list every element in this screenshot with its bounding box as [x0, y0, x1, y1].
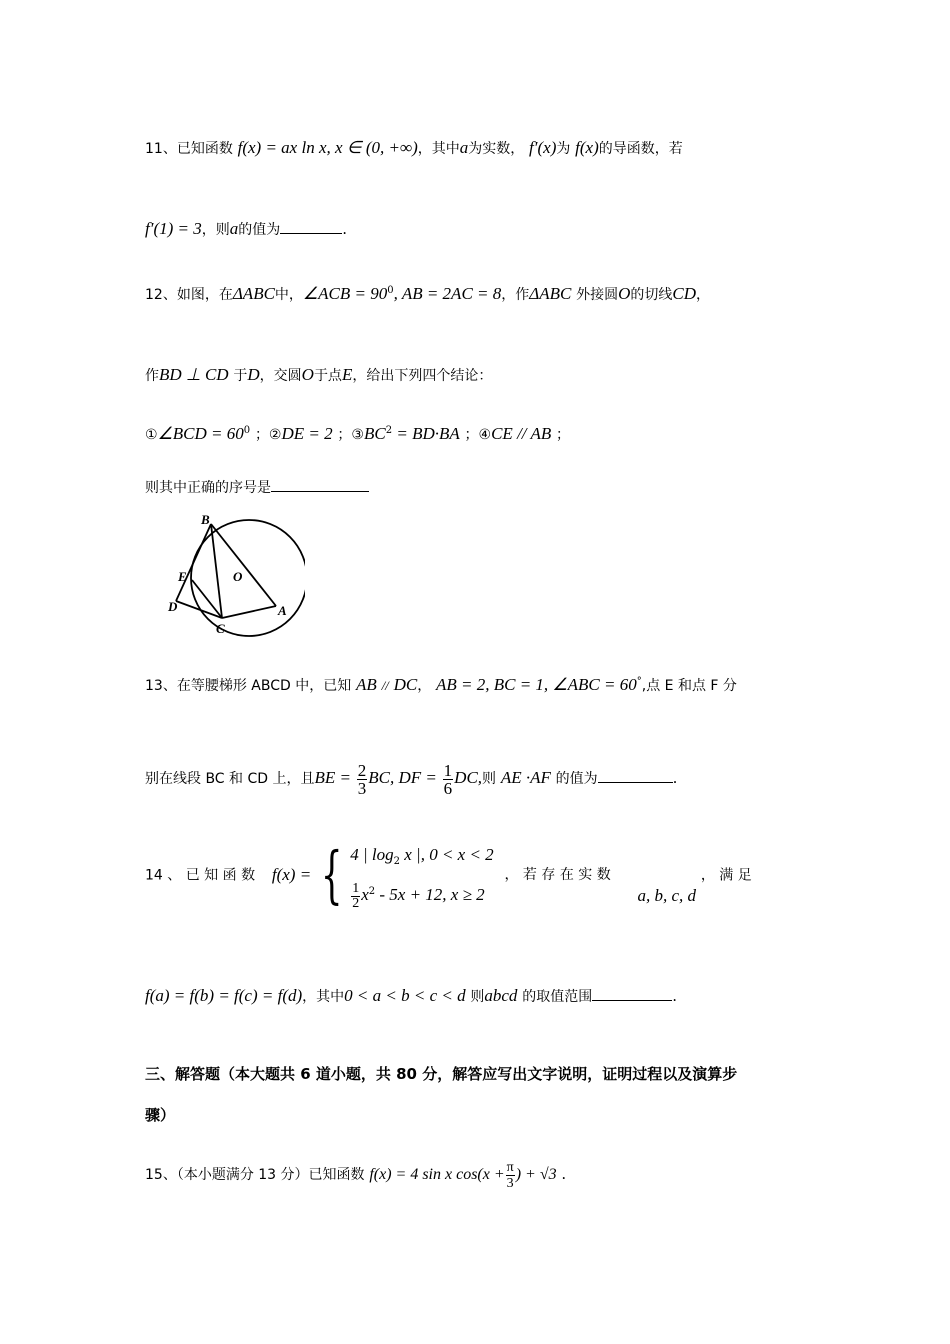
segment-CA — [222, 606, 276, 618]
q14-text: 的取值范围 — [522, 989, 593, 1005]
q12-c3b: = BD·BA — [392, 424, 460, 443]
q14-piece2b: - 5x + 12, x ≥ 2 — [375, 885, 485, 904]
q11-var-a: a — [459, 138, 469, 157]
q12-text: ； — [556, 427, 571, 443]
q12-answer-blank[interactable] — [271, 477, 369, 492]
q12-point-D: D — [247, 365, 260, 384]
q12-condition: ∠ACB = 90 — [302, 284, 388, 303]
q12-c2-label: ；② — [254, 427, 282, 443]
q11-text: ，则 — [201, 222, 230, 238]
q14-text: ，其中 — [302, 989, 345, 1005]
section3-heading: 三、解答题（本大题共 6 道小题，共 80 分，解答应写出文字说明，证明过程以及演算步 — [145, 1065, 738, 1083]
label-B: B — [201, 512, 210, 527]
label-O: O — [233, 569, 243, 584]
q12-text: ，作 — [501, 287, 530, 303]
q15-function-end: ) + √3 — [515, 1166, 557, 1183]
q14-piece2-exp: 2 — [368, 886, 376, 897]
q12-c3-label: ；③ — [337, 427, 364, 443]
q14-fx: f(x) = — [271, 865, 312, 885]
q14-piece1: 4 | log — [350, 845, 394, 864]
q11-var-a: a — [229, 219, 239, 238]
q12-ask: 则其中正确的序号是 — [145, 480, 271, 496]
q12-conclusions — [145, 420, 570, 446]
q13-dot-product: AE ·AF — [500, 768, 551, 787]
q12-condition2: , AB = 2AC = 8 — [393, 284, 502, 303]
q13-answer-blank[interactable] — [598, 768, 673, 783]
q14-equation: f(a) = f(b) = f(c) = f(d) — [145, 986, 303, 1005]
q14-piece2: x — [361, 885, 369, 904]
q12-circle-O: O — [618, 284, 631, 303]
q12-text: 的切线 — [630, 287, 673, 303]
q11-condition: f′(1) = 3 — [145, 219, 202, 238]
q12-line2 — [145, 364, 492, 387]
q15-number-text: 15、（本小题满分 13 分）已知函数 — [145, 1167, 365, 1183]
label-A: A — [278, 603, 287, 618]
q12-text: ，给出下列四个结论： — [352, 368, 493, 384]
q14-piecewise — [350, 840, 494, 911]
q11-text: 的值为 — [238, 222, 281, 238]
circle-O — [191, 520, 305, 636]
q15-function: f(x) = 4 sin x cos(x + — [369, 1166, 505, 1183]
q13-AB: AB — [356, 675, 377, 694]
segment-BA — [211, 524, 276, 606]
q14-text: ， 若 存 在 实 数 — [504, 867, 611, 884]
q12-degree: 0 — [387, 285, 394, 296]
q12-triangle: ΔABC — [529, 284, 572, 303]
q14-piece1b: x |, 0 < x < 2 — [399, 845, 494, 864]
q14-brace: { — [320, 838, 343, 912]
q11-function-definition: f(x) = ax ln x, x ∈ (0, +∞) — [237, 138, 418, 157]
q11-line1 — [145, 137, 683, 160]
q12-number-text: 12、如图，在 — [145, 287, 233, 303]
q11-period: . — [342, 220, 348, 238]
q13-line2 — [145, 758, 677, 799]
q14-vars: a, b, c, d — [637, 886, 697, 906]
q11-function: f(x) — [575, 138, 599, 157]
q15-frac-num: π — [506, 1159, 514, 1175]
q13-degree: ° — [636, 676, 642, 687]
q12-c3-exponent: 2 — [385, 425, 393, 436]
q12-c4-label: ；④ — [464, 427, 492, 443]
q14-half-den: 2 — [352, 895, 360, 911]
q13-period: . — [672, 769, 678, 787]
q11-answer-blank[interactable] — [280, 219, 342, 234]
q13-text: 的值为 — [555, 771, 598, 787]
q11-number-text: 11、已知函数 — [145, 141, 233, 157]
q12-c4: CE // AB — [491, 424, 552, 443]
q11-text: 为实数， — [468, 141, 525, 157]
q13-f1-den: 3 — [357, 778, 367, 798]
q12-text: 作 — [145, 368, 159, 384]
q11-text: ，其中 — [417, 141, 460, 157]
q11-text: 为 — [556, 141, 571, 157]
label-E: E — [178, 569, 187, 584]
label-D: D — [168, 599, 178, 614]
q13-bc-df: BC, DF = — [368, 768, 437, 787]
q13-text: 别在线段 BC 和 CD 上，且 — [145, 771, 315, 787]
q12-perpendicular: BD ⊥ CD — [159, 365, 229, 384]
q13-line1 — [145, 671, 737, 697]
label-C: C — [216, 621, 225, 636]
q14-order: 0 < a < b < c < d — [344, 986, 466, 1005]
q12-text: ，交圆 — [259, 368, 302, 384]
q13-f2-num: 1 — [443, 760, 453, 780]
q14-period: . — [672, 987, 677, 1005]
q14-answer-blank[interactable] — [592, 986, 672, 1001]
q12-c1-label: ① — [145, 427, 158, 443]
q12-line1 — [145, 280, 710, 306]
q13-text: ， — [417, 678, 432, 694]
q14-text: ， 满 足 — [700, 867, 752, 884]
q12-c1-degree: 0 — [243, 425, 251, 436]
q13-parallel: // — [381, 678, 389, 693]
q14-piece1-sub: 2 — [393, 856, 400, 867]
q13-text: ,点 E 和点 F 分 — [641, 678, 737, 694]
q14-text: 则 — [470, 989, 485, 1005]
q12-text: 外接圆 — [576, 287, 619, 303]
q15-frac-den: 3 — [506, 1175, 514, 1191]
q14-half — [351, 882, 360, 911]
q13-be: BE = — [314, 768, 351, 787]
q15-period: . — [561, 1165, 567, 1183]
q14-line2 — [145, 985, 677, 1008]
section3-heading-cont: 骤） — [145, 1106, 176, 1124]
segment-BD — [176, 524, 211, 601]
q13-fraction-1-6 — [443, 762, 454, 797]
q13-number-text: 13、在等腰梯形 ABCD 中，已知 — [145, 678, 352, 694]
q13-text: 则 — [482, 771, 497, 787]
q15-fraction — [506, 1160, 515, 1191]
q12-c1: ∠BCD = 60 — [157, 424, 244, 443]
q14-number-text: 14 、 已 知 函 数 — [145, 867, 256, 884]
q12-point-E: E — [341, 365, 353, 384]
q13-f1-num: 2 — [357, 760, 367, 780]
q13-fraction-2-3 — [357, 762, 368, 797]
q12-ask-line — [145, 476, 369, 499]
q14-line1 — [145, 840, 752, 911]
q14-abcd: abcd — [484, 986, 518, 1005]
q11-line2 — [145, 218, 347, 241]
q12-c2: DE = 2 — [281, 424, 333, 443]
q12-tangent-CD: CD — [672, 284, 697, 303]
q15-line — [145, 1154, 566, 1195]
q13-condition: AB = 2, BC = 1, ∠ABC = 60 — [435, 675, 637, 694]
q12-text: 中， — [274, 287, 303, 303]
q12-text: ， — [696, 287, 711, 303]
q11-derivative: f′(x) — [529, 138, 557, 157]
q12-c3: BC — [363, 424, 386, 443]
segment-BC — [211, 524, 222, 618]
q13-f2-den: 6 — [443, 778, 453, 798]
q12-text: 于 — [233, 368, 248, 384]
q12-triangle: ΔABC — [232, 284, 275, 303]
q13-DC: DC — [393, 675, 418, 694]
q14-half-num: 1 — [352, 880, 360, 896]
q13-dc: DC, — [454, 768, 483, 787]
q12-figure — [165, 508, 305, 638]
q12-text: 于点 — [313, 368, 342, 384]
q11-text: 的导函数，若 — [598, 141, 683, 157]
q12-circle-O: O — [301, 365, 314, 384]
